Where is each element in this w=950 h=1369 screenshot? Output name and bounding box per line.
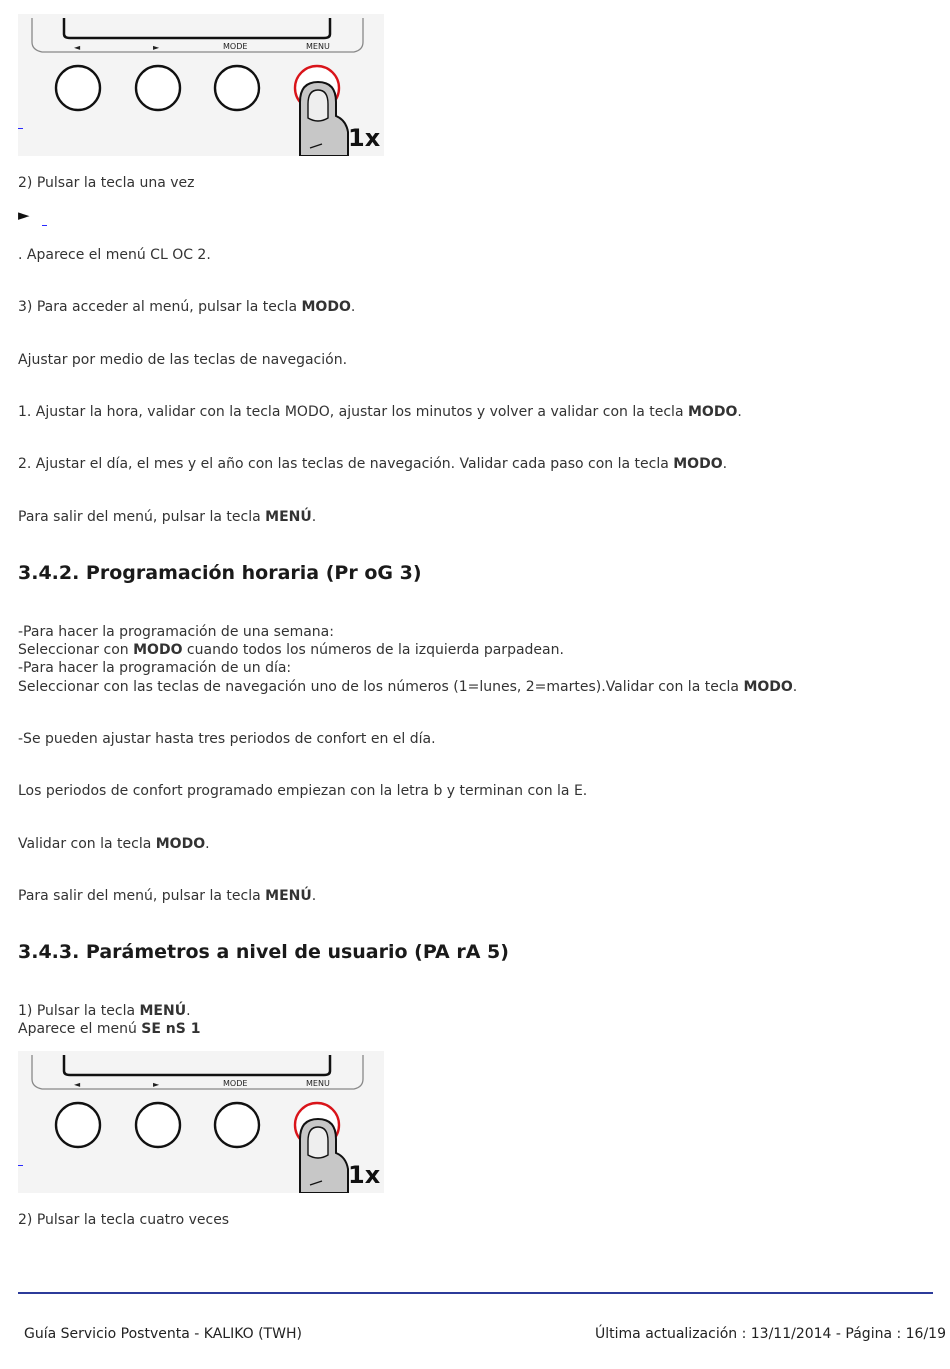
- right-arrow-label: ►: [153, 43, 160, 52]
- link-marker: [42, 225, 47, 226]
- mode-button: [215, 66, 259, 110]
- left-arrow-label: ◄: [74, 43, 81, 52]
- validate-text: Validar con la tecla MODO.: [18, 836, 210, 852]
- adjust-date-text: 2. Ajustar el día, el mes y el año con las teclas de navegación. Validar cada paso con la tecla MODO.: [18, 456, 728, 472]
- left-button: [56, 1103, 100, 1147]
- footer-page-info: Última actualización : 13/11/2014 - Página : 16/19: [595, 1326, 946, 1342]
- day-intro-text: -Para hacer la programación de un día:: [18, 660, 292, 676]
- mode-label: MODE: [223, 1079, 248, 1088]
- left-arrow-label: ◄: [74, 1080, 81, 1089]
- section-heading-342: 3.4.2. Programación horaria (Pr oG 3): [18, 562, 422, 584]
- menu-label: MENU: [306, 42, 330, 51]
- step-3-text: 3) Para acceder al menú, pulsar la tecla MODO.: [18, 299, 356, 315]
- exit-menu-text: Para salir del menú, pulsar la tecla MENÚ.: [18, 509, 317, 525]
- link-marker: [18, 1165, 23, 1166]
- day-select-text: Seleccionar con las teclas de navegación uno de los números (1=lunes, 2=martes).Validar con la tecla MODO.: [18, 679, 798, 695]
- arrow-glyph: ►: [18, 206, 30, 224]
- footer-divider: [18, 1292, 933, 1294]
- control-panel-figure: [18, 14, 384, 154]
- link-marker: [18, 128, 23, 129]
- menu-appears-text-2: Aparece el menú SE nS 1: [18, 1021, 201, 1037]
- control-panel-illustration: [18, 14, 384, 156]
- periods-text: -Se pueden ajustar hasta tres periodos de confort en el día.: [18, 731, 436, 747]
- section-heading-343: 3.4.3. Parámetros a nivel de usuario (PA rA 5): [18, 941, 509, 963]
- right-arrow-label: ►: [153, 1080, 160, 1089]
- right-button: [136, 1103, 180, 1147]
- mode-button: [215, 1103, 259, 1147]
- press-count-label: 1x: [348, 1161, 381, 1189]
- step-2-four-times-text: 2) Pulsar la tecla cuatro veces: [18, 1212, 230, 1228]
- control-panel-illustration: [18, 1051, 384, 1193]
- week-select-text: Seleccionar con MODO cuando todos los números de la izquierda parpadean.: [18, 642, 564, 658]
- exit-menu-text-2: Para salir del menú, pulsar la tecla MENÚ.: [18, 888, 317, 904]
- right-arrow-icon: [18, 206, 30, 224]
- footer-doc-title: Guía Servicio Postventa - KALIKO (TWH): [24, 1326, 302, 1342]
- adjust-hour-text: 1. Ajustar la hora, validar con la tecla MODO, ajustar los minutos y volver a validar con la tecla MODO.: [18, 404, 742, 420]
- menu-appears-text: . Aparece el menú CL OC 2.: [18, 247, 211, 263]
- step-1-text: 1) Pulsar la tecla MENÚ.: [18, 1003, 191, 1019]
- menu-label: MENU: [306, 1079, 330, 1088]
- step-2-text: 2) Pulsar la tecla una vez: [18, 175, 195, 191]
- periods-letters-text: Los periodos de confort programado empiezan con la letra b y terminan con la E.: [18, 783, 588, 799]
- control-panel-figure-2: [18, 1051, 384, 1191]
- press-count-label: 1x: [348, 124, 381, 152]
- left-button: [56, 66, 100, 110]
- mode-label: MODE: [223, 42, 248, 51]
- adjust-text: Ajustar por medio de las teclas de navegación.: [18, 352, 348, 368]
- right-button: [136, 66, 180, 110]
- week-intro-text: -Para hacer la programación de una semana:: [18, 624, 334, 640]
